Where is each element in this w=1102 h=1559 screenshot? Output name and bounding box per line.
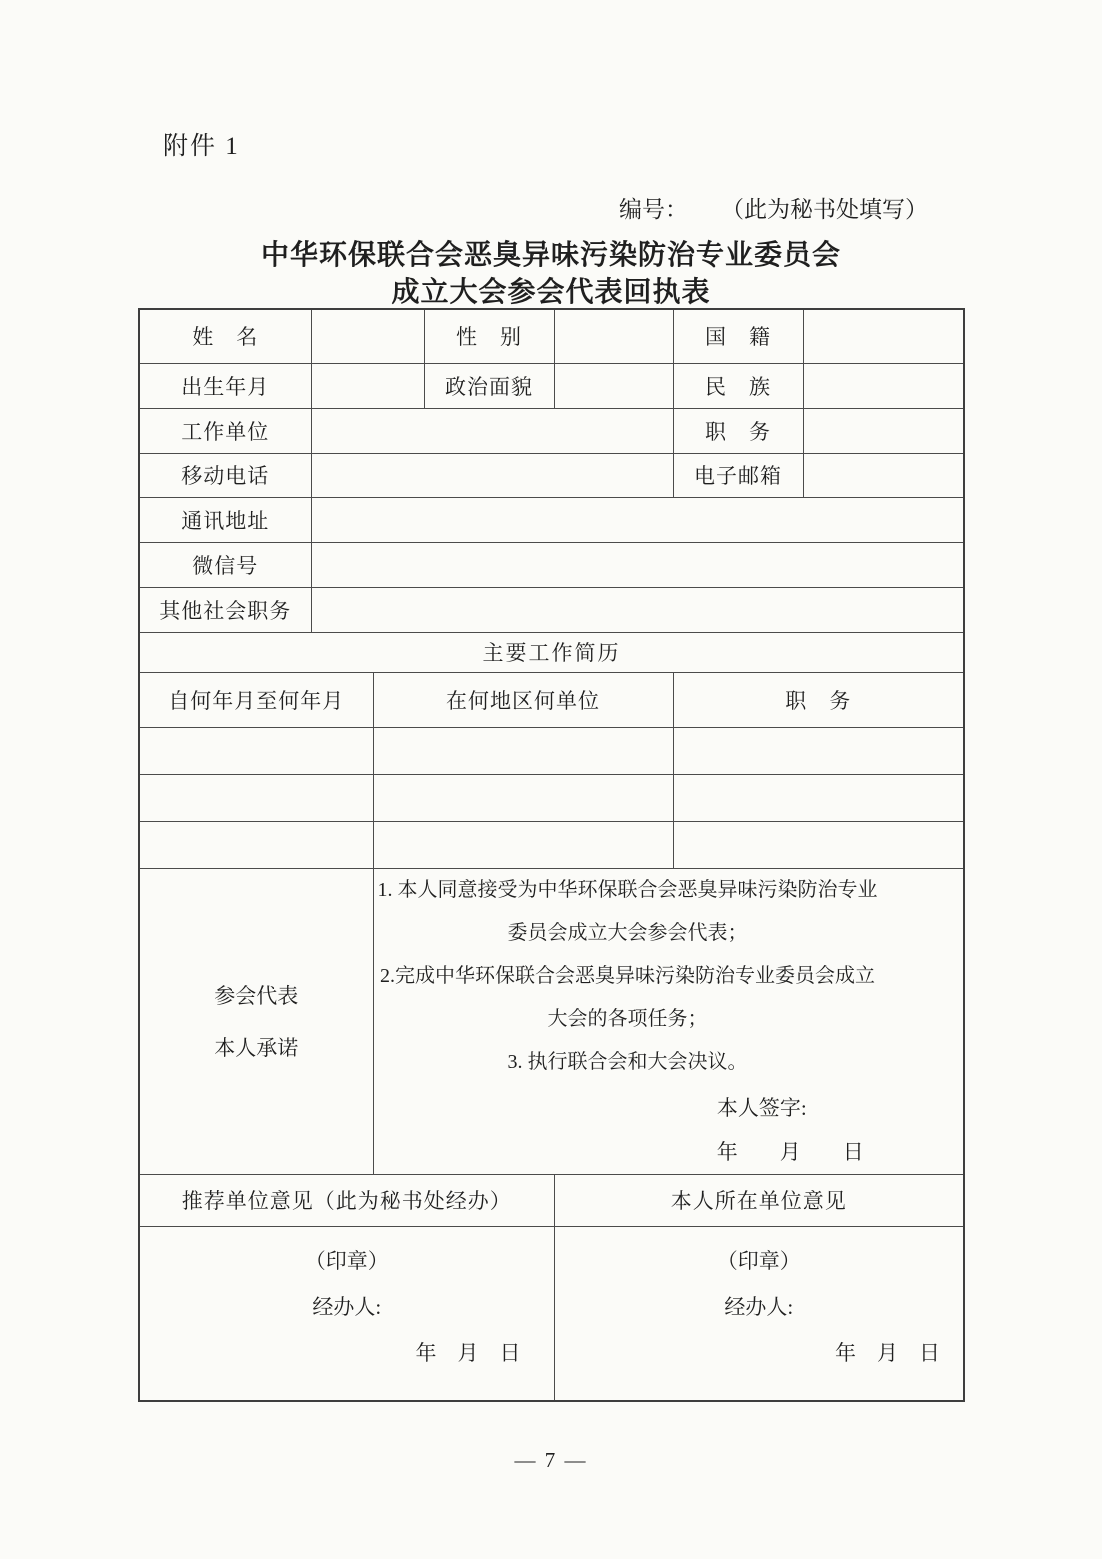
position-label: 职 务 <box>673 408 803 453</box>
commitment-item-2: 2.完成中华环保联合会恶臭异味污染防治专业委员会成立大会的各项任务； <box>380 964 875 1030</box>
citizenship-value-cell <box>803 309 964 363</box>
work-history-empty-row <box>139 727 964 774</box>
history-period-cell <box>139 821 373 868</box>
registration-form-table <box>138 308 965 1402</box>
wechat-value-cell <box>311 542 964 587</box>
ethnic-label: 民 族 <box>673 363 803 408</box>
political-status-value-cell <box>554 363 673 408</box>
form-title <box>0 237 1102 311</box>
history-period-cell <box>139 727 373 774</box>
gender-label: 性 别 <box>424 309 554 363</box>
own-unit-opinion-cell <box>554 1226 964 1401</box>
email-label: 电子邮箱 <box>673 453 803 497</box>
signature-date-placeholder: 年 月 日 <box>716 1139 864 1164</box>
commitment-item-3: 3. 执行联合会和大会决议。 <box>507 1050 748 1073</box>
commitment-item-1: 1. 本人同意接受为中华环保联合会恶臭异味污染防治专业委员会成立大会参会代表； <box>377 878 878 944</box>
address-label: 通讯地址 <box>139 497 311 542</box>
row-mobile-email <box>139 453 964 497</box>
birth-label: 出生年月 <box>139 363 311 408</box>
serial-number-label: 编号： <box>619 197 688 222</box>
own-unit-date-placeholder: 年 月 日 <box>835 1341 940 1366</box>
mobile-label: 移动电话 <box>139 453 311 497</box>
serial-number-note: （此为秘书处填写） <box>721 197 928 222</box>
commitment-body-cell <box>373 868 964 1174</box>
citizenship-label: 国 籍 <box>673 309 803 363</box>
employer-label: 工作单位 <box>139 408 311 453</box>
history-org-column-label: 在何地区何单位 <box>373 672 673 727</box>
row-opinion-headers <box>139 1174 964 1226</box>
other-posts-value-cell <box>311 587 964 632</box>
history-position-cell <box>673 774 964 821</box>
history-position-cell <box>673 727 964 774</box>
gender-value-cell <box>554 309 673 363</box>
own-unit-opinion-header: 本人所在单位意见 <box>554 1174 964 1226</box>
recommender-seal-placeholder: （印章） <box>304 1249 389 1274</box>
history-org-cell <box>373 727 673 774</box>
history-period-cell <box>139 774 373 821</box>
ethnic-value-cell <box>803 363 964 408</box>
row-birth-political-ethnic <box>139 363 964 408</box>
own-unit-handler-label: 经办人: <box>724 1295 794 1320</box>
recommender-opinion-cell <box>139 1226 554 1401</box>
work-history-empty-row <box>139 774 964 821</box>
serial-number-line <box>619 191 928 224</box>
address-value-cell <box>311 497 964 542</box>
row-other-posts <box>139 587 964 632</box>
mobile-value-cell <box>311 453 673 497</box>
recommender-opinion-header: 推荐单位意见（此为秘书处经办） <box>139 1174 554 1226</box>
row-commitment <box>139 868 964 1174</box>
work-history-empty-row <box>139 821 964 868</box>
row-work-history-columns <box>139 672 964 727</box>
row-wechat <box>139 542 964 587</box>
commitment-label-cell <box>139 868 373 1174</box>
name-label: 姓 名 <box>139 309 311 363</box>
history-org-cell <box>373 774 673 821</box>
form-title-line1: 中华环保联合会恶臭异味污染防治专业委员会 <box>260 240 841 271</box>
history-period-column-label: 自何年月至何年月 <box>139 672 373 727</box>
other-posts-label: 其他社会职务 <box>139 587 311 632</box>
row-work-history-header <box>139 632 964 672</box>
recommender-date-placeholder: 年 月 日 <box>415 1341 521 1366</box>
employer-value-cell <box>311 408 673 453</box>
political-status-label: 政治面貌 <box>424 363 554 408</box>
page-number: — 7 — <box>514 1448 588 1472</box>
own-unit-seal-placeholder: （印章） <box>716 1249 801 1274</box>
row-opinion-seals <box>139 1226 964 1401</box>
history-position-column-label: 职 务 <box>673 672 964 727</box>
signature-label: 本人签字: <box>716 1095 807 1120</box>
email-value-cell <box>803 453 964 497</box>
recommender-handler-label: 经办人: <box>312 1295 382 1320</box>
form-title-line2: 成立大会参会代表回执表 <box>391 277 711 308</box>
history-org-cell <box>373 821 673 868</box>
row-address <box>139 497 964 542</box>
birth-value-cell <box>311 363 424 408</box>
commitment-label-line1: 参会代表 <box>214 984 299 1008</box>
name-value-cell <box>311 309 424 363</box>
history-position-cell <box>673 821 964 868</box>
commitment-label-line2: 本人承诺 <box>214 1036 299 1060</box>
row-employer-position <box>139 408 964 453</box>
attachment-label: 附件 1 <box>163 133 240 160</box>
work-history-section-title: 主要工作简历 <box>139 632 964 672</box>
position-value-cell <box>803 408 964 453</box>
wechat-label: 微信号 <box>139 542 311 587</box>
row-name-gender-citizenship <box>139 309 964 363</box>
